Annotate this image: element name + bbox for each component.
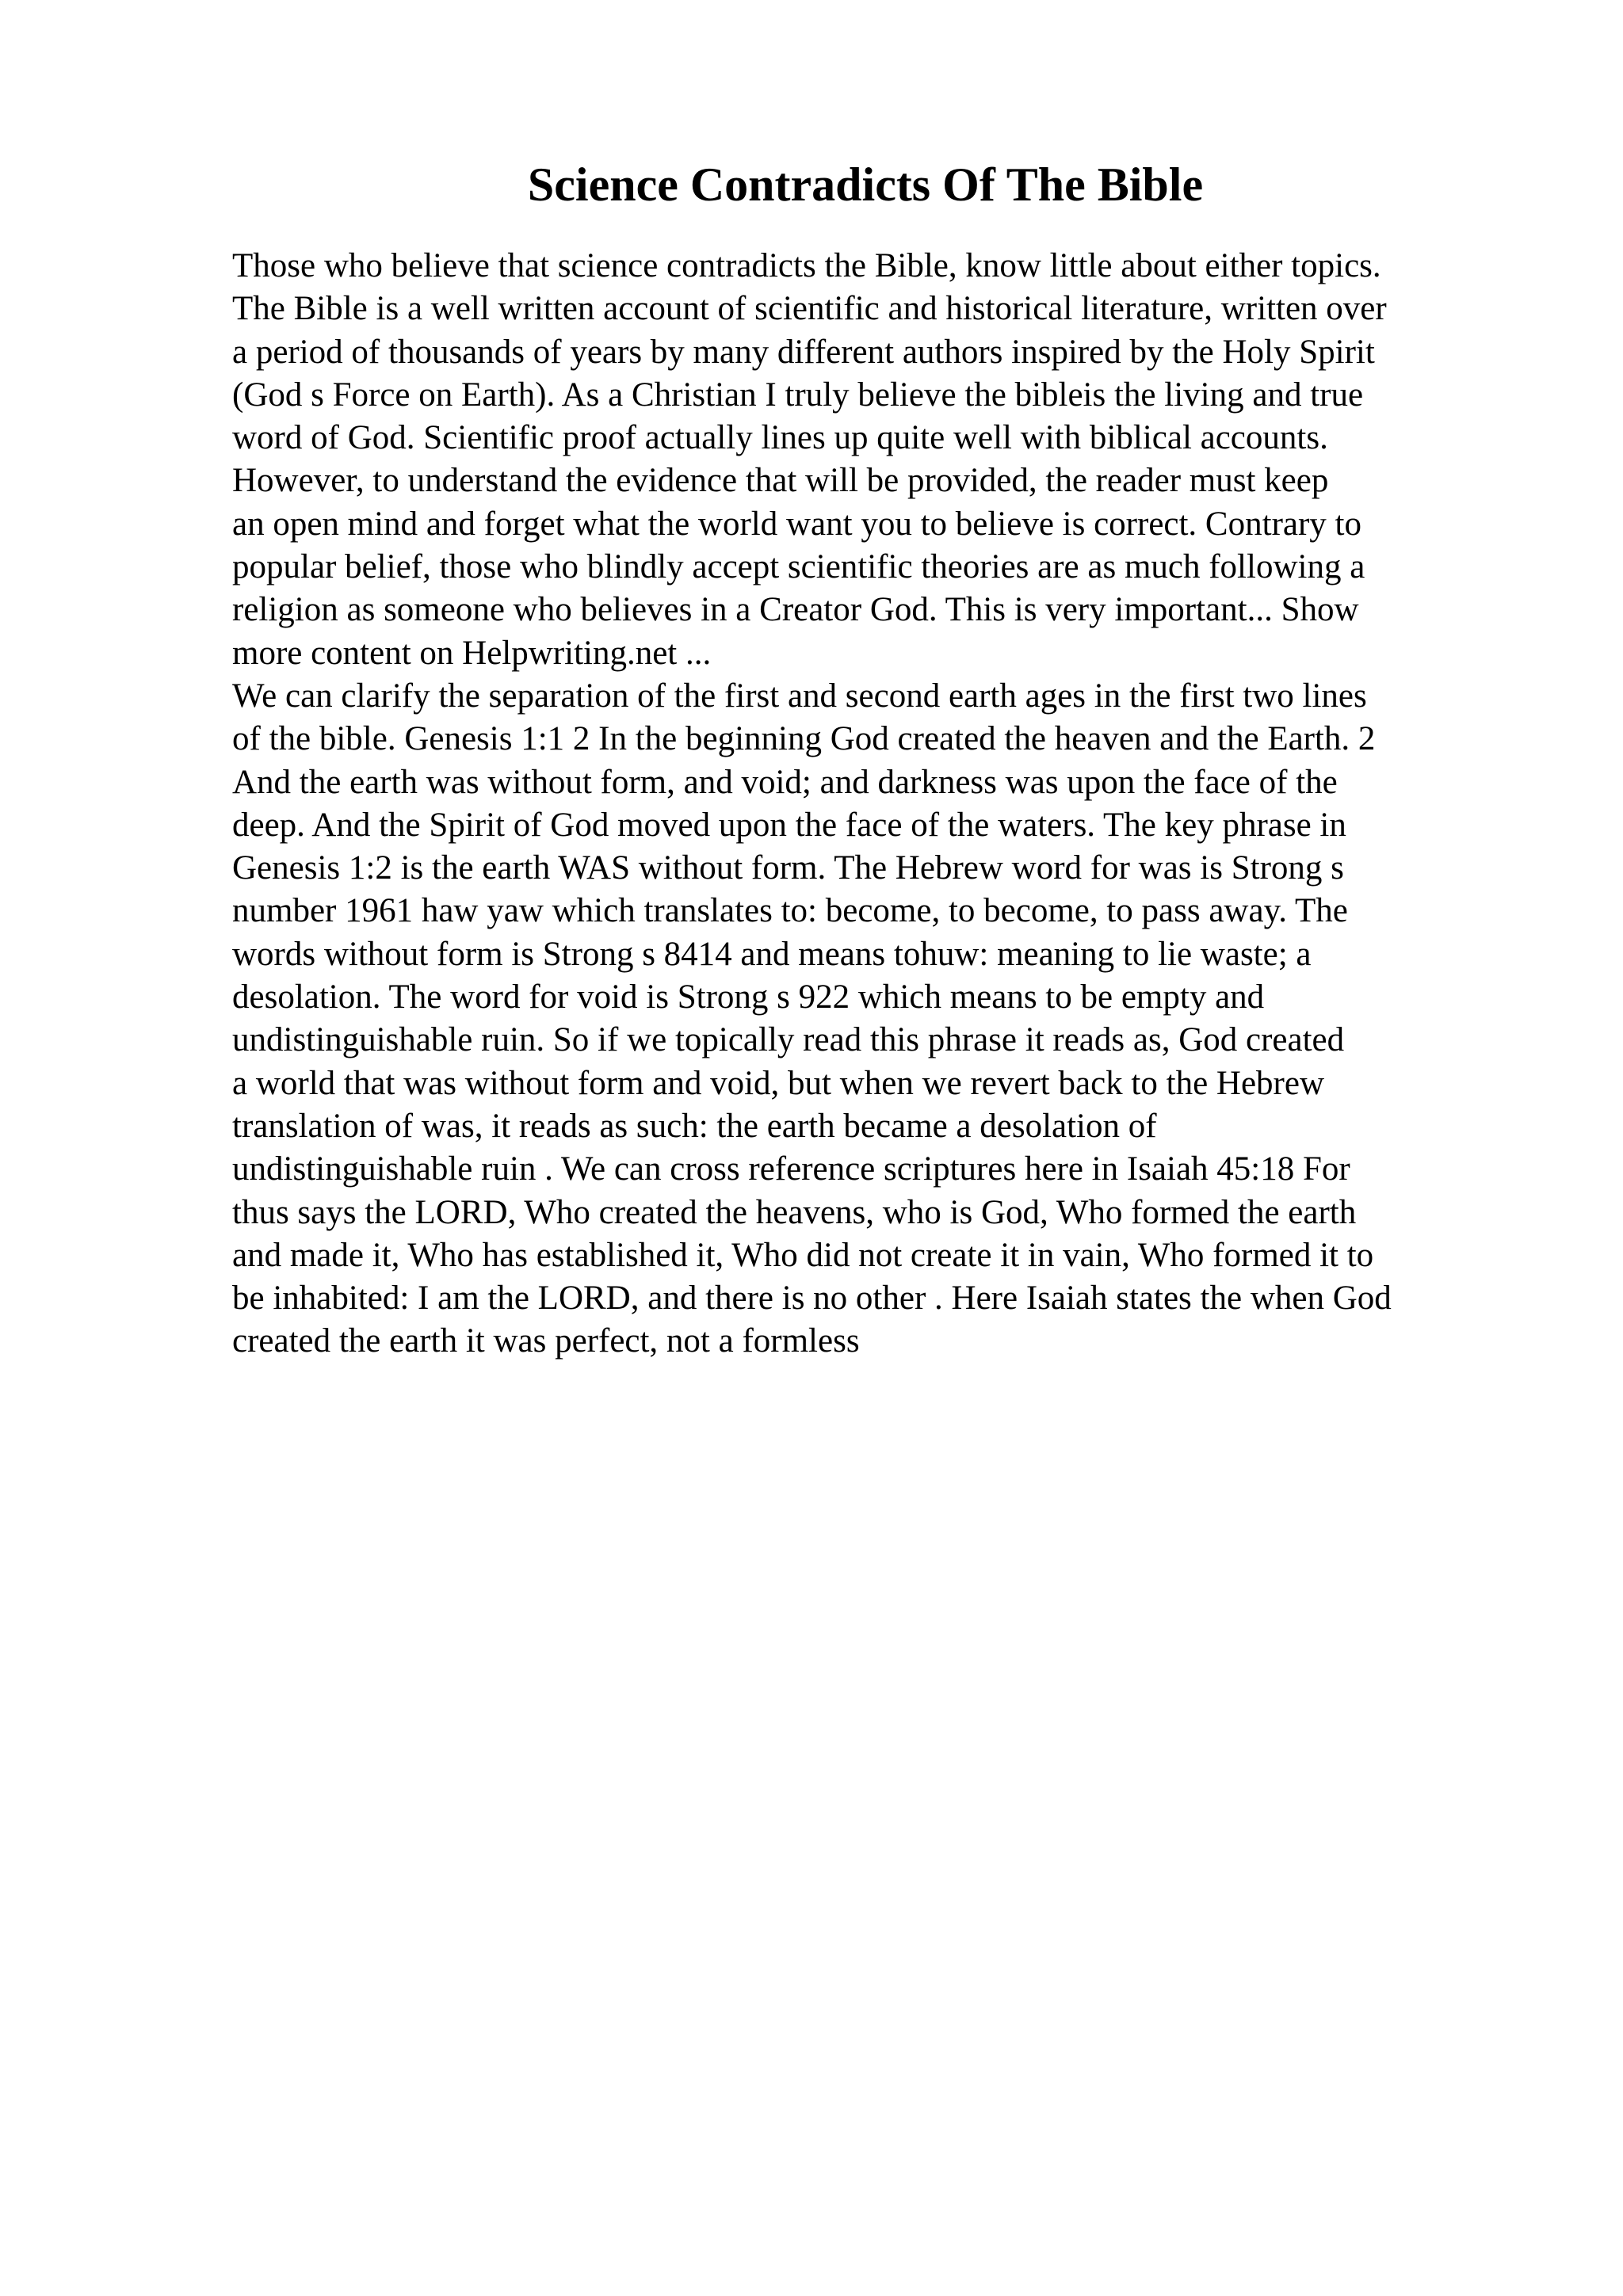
text-line: And the earth was without form, and void; and darkness was upon the face of the [232, 763, 1338, 801]
text-line: (God s Force on Earth). As a Christian I truly believe the bibleis the living and true [232, 376, 1364, 414]
text-line: a period of thousands of years by many different authors inspired by the Holy Spirit [232, 333, 1375, 371]
text-line: words without form is Strong s 8414 and means tohuw: meaning to lie waste; a [232, 935, 1312, 973]
document-body [232, 245, 1508, 1363]
text-line: undistinguishable ruin . We can cross reference scriptures here in Isaiah 45:18 For [232, 1150, 1350, 1188]
text-line: a world that was without form and void, but when we revert back to the Hebrew [232, 1064, 1324, 1102]
text-line: Genesis 1:2 is the earth WAS without form. The Hebrew word for was is Strong s [232, 849, 1344, 887]
text-line: religion as someone who believes in a Creator God. This is very important... Show [232, 591, 1359, 629]
text-line: Those who believe that science contradicts the Bible, know little about either topics. [232, 247, 1381, 284]
text-line: translation of was, it reads as such: the earth became a desolation of [232, 1107, 1157, 1145]
text-line: and made it, Who has established it, Who did not create it in vain, Who formed it to [232, 1236, 1374, 1274]
text-line: The Bible is a well written account of scientific and historical literature, written over [232, 290, 1387, 328]
text-line: an open mind and forget what the world want you to believe is correct. Contrary to [232, 505, 1361, 543]
text-line: popular belief, those who blindly accept scientific theories are as much following a [232, 548, 1365, 586]
text-line: number 1961 haw yaw which translates to: become, to become, to pass away. The [232, 892, 1348, 930]
text-line: desolation. The word for void is Strong s 922 which means to be empty and [232, 978, 1265, 1016]
text-line: created the earth it was perfect, not a formless [232, 1322, 860, 1360]
text-line: more content on Helpwriting.net ... [232, 634, 712, 672]
text-line: We can clarify the separation of the first and second earth ages in the first two lines [232, 677, 1367, 715]
text-line: thus says the LORD, Who created the heavens, who is God, Who formed the earth [232, 1193, 1357, 1231]
text-line: be inhabited: I am the LORD, and there is no other . Here Isaiah states the when God [232, 1280, 1392, 1318]
text-line: However, to understand the evidence that will be provided, the reader must keep [232, 462, 1329, 500]
text-line: word of God. Scientific proof actually lines up quite well with biblical accounts. [232, 419, 1328, 457]
text-line: deep. And the Spirit of God moved upon the face of the waters. The key phrase in [232, 806, 1346, 844]
text-line: undistinguishable ruin. So if we topically read this phrase it reads as, God created [232, 1021, 1345, 1059]
text-line: of the bible. Genesis 1:1 2 In the beginning God created the heaven and the Earth. 2 [232, 720, 1376, 758]
document-title: Science Contradicts Of The Bible [527, 158, 1204, 211]
